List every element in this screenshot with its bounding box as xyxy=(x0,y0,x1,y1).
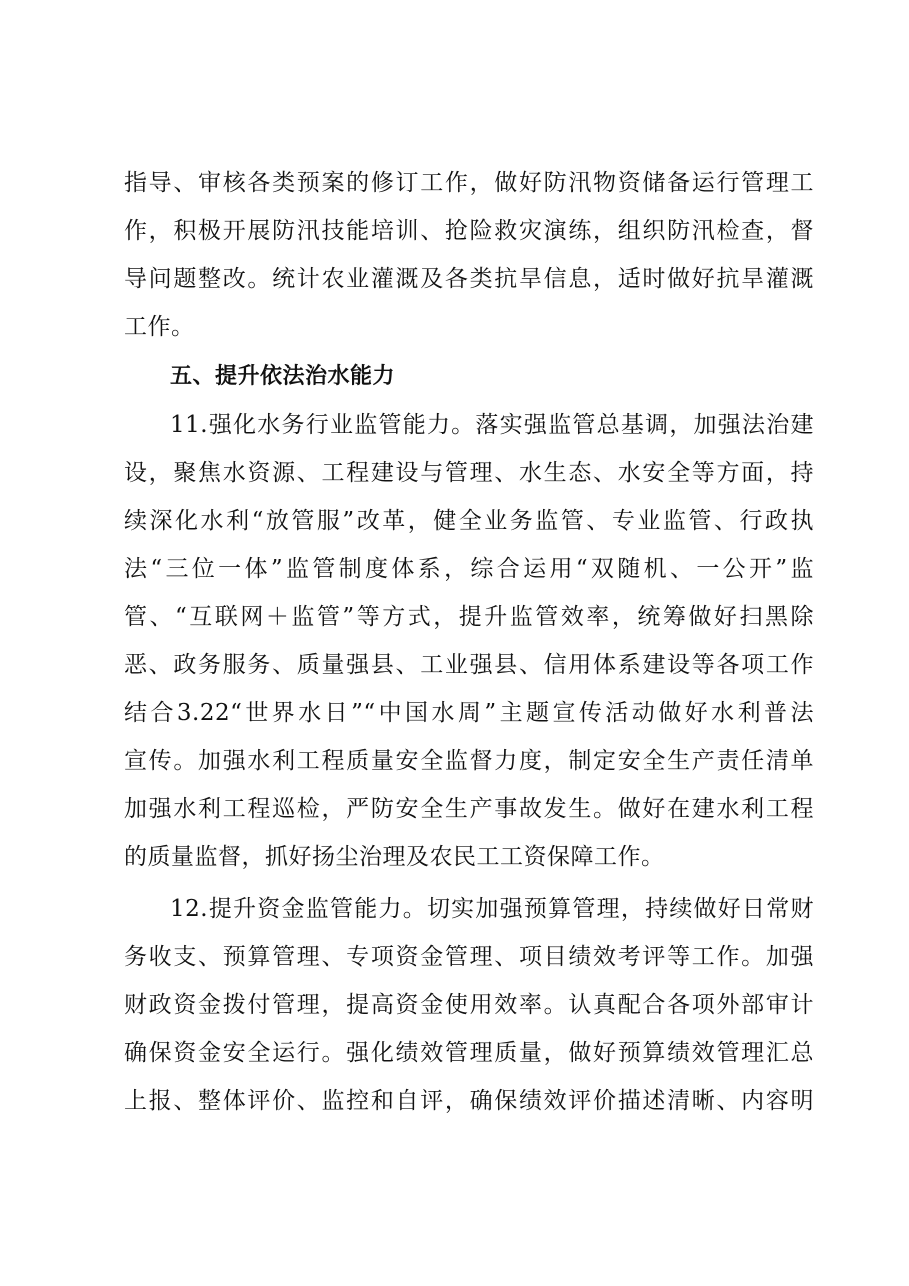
paragraph-line: 确保资金安全运行。强化绩效管理质量，做好预算绩效管理汇总 xyxy=(124,1040,814,1066)
paragraph-line: 法“三位一体”监管制度体系，综合运用“双随机、一公开”监 xyxy=(124,556,814,582)
paragraph-line: 工作。 xyxy=(124,314,195,340)
paragraph-line: 加强水利工程巡检，严防安全生产事故发生。做好在建水利工程 xyxy=(124,796,814,822)
paragraph-line: 恶、政务服务、质量强县、工业强县、信用体系建设等各项工作 xyxy=(124,652,814,678)
paragraph-line: 导问题整改。统计农业灌溉及各类抗旱信息，适时做好抗旱灌溉 xyxy=(124,266,814,292)
section-heading: 五、提升依法治水能力 xyxy=(170,364,396,389)
paragraph-line: 务收支、预算管理、专项资金管理、项目绩效考评等工作。加强 xyxy=(124,944,814,970)
paragraph-line: 宣传。加强水利工程质量安全监督力度，制定安全生产责任清单 xyxy=(124,748,814,774)
paragraph-line: 12.提升资金监管能力。切实加强预算管理，持续做好日常财 xyxy=(170,896,814,922)
paragraph-line: 财政资金拨付管理，提高资金使用效率。认真配合各项外部审计 xyxy=(124,992,814,1018)
paragraph-line: 续深化水利“放管服”改革，健全业务监管、专业监管、行政执 xyxy=(124,508,814,534)
paragraph-line: 11.强化水务行业监管能力。落实强监管总基调，加强法治建 xyxy=(170,412,814,438)
paragraph-line: 作，积极开展防汛技能培训、抢险救灾演练，组织防汛检查，督 xyxy=(124,218,814,244)
paragraph-line: 管、“互联网＋监管”等方式，提升监管效率，统筹做好扫黑除 xyxy=(124,604,814,630)
paragraph-line: 的质量监督，抓好扬尘治理及农民工工资保障工作。 xyxy=(124,844,665,870)
paragraph-line: 结合3.22“世界水日”“中国水周”主题宣传活动做好水利普法 xyxy=(124,700,814,726)
paragraph-line: 上报、整体评价、监控和自评，确保绩效评价描述清晰、内容明 xyxy=(124,1088,814,1114)
paragraph-line: 指导、审核各类预案的修订工作，做好防汛物资储备运行管理工 xyxy=(124,170,814,196)
paragraph-line: 设，聚焦水资源、工程建设与管理、水生态、水安全等方面，持 xyxy=(124,460,814,486)
